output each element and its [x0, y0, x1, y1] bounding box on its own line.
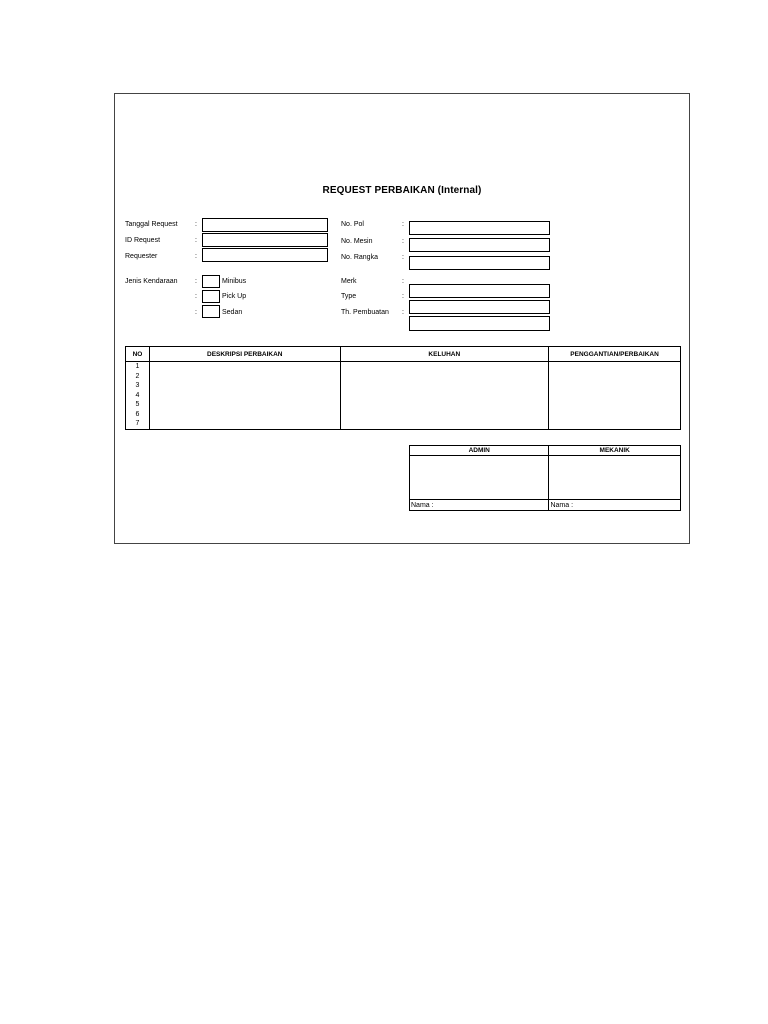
no-rangka-field[interactable] [409, 256, 550, 270]
option-sedan-label: Sedan [222, 309, 243, 316]
signature-header-row [410, 446, 681, 456]
row-number: 1 [126, 362, 150, 372]
keluhan-cell[interactable] [340, 419, 549, 429]
mekanik-signature-area[interactable] [549, 456, 681, 500]
option-pick-up-label: Pick Up [222, 293, 247, 300]
id-request-field[interactable] [202, 233, 328, 247]
table-row [126, 400, 681, 410]
penggantian-cell[interactable] [549, 410, 681, 420]
colon: : [195, 221, 197, 228]
deskripsi-cell[interactable] [149, 372, 340, 382]
deskripsi-cell[interactable] [149, 381, 340, 391]
table-header-row [126, 347, 681, 362]
label-no-pol: No. Pol [341, 221, 364, 228]
label-no-mesin: No. Mesin [341, 238, 373, 245]
label-th-pembuatan: Th. Pembuatan [341, 309, 389, 316]
table-row [126, 419, 681, 429]
no-pol-field[interactable] [409, 221, 550, 235]
deskripsi-cell[interactable] [149, 400, 340, 410]
row-number: 3 [126, 381, 150, 391]
colon: : [195, 293, 197, 300]
merk-field[interactable] [409, 284, 550, 298]
penggantian-cell[interactable] [549, 419, 681, 429]
colon: : [402, 254, 404, 261]
checkbox-sedan[interactable] [202, 305, 220, 318]
keluhan-cell[interactable] [340, 381, 549, 391]
label-no-rangka: No. Rangka [341, 254, 378, 261]
label-id-request: ID Request [125, 237, 161, 244]
keluhan-cell[interactable] [340, 400, 549, 410]
colon: : [402, 293, 404, 300]
colon: : [402, 221, 404, 228]
penggantian-cell[interactable] [549, 381, 681, 391]
colon: : [195, 253, 197, 260]
colon: : [195, 278, 197, 285]
label-jenis-kendaraan: Jenis Kendaraan [125, 278, 178, 285]
table-row [126, 362, 681, 372]
row-number: 2 [126, 372, 150, 382]
admin-signature-area[interactable] [410, 456, 549, 500]
colon: : [402, 238, 404, 245]
checkbox-minibus[interactable] [202, 275, 220, 288]
mekanik-name-label[interactable]: Nama : [549, 500, 681, 511]
column-header-deskripsi: DESKRIPSI PERBAIKAN [149, 347, 340, 362]
label-requester: Requester [125, 253, 158, 260]
colon: : [195, 237, 197, 244]
row-number: 6 [126, 410, 150, 420]
no-mesin-field[interactable] [409, 238, 550, 252]
colon: : [402, 309, 404, 316]
label-merk: Merk [341, 278, 357, 285]
repair-table [125, 346, 681, 430]
keluhan-cell[interactable] [340, 410, 549, 420]
row-number: 4 [126, 391, 150, 401]
row-number: 7 [126, 419, 150, 429]
penggantian-cell[interactable] [549, 391, 681, 401]
penggantian-cell[interactable] [549, 372, 681, 382]
penggantian-cell[interactable] [549, 362, 681, 372]
keluhan-cell[interactable] [340, 362, 549, 372]
table-row [126, 381, 681, 391]
row-number: 5 [126, 400, 150, 410]
keluhan-cell[interactable] [340, 372, 549, 382]
table-row [126, 391, 681, 401]
column-header-no: NO [126, 347, 150, 362]
deskripsi-cell[interactable] [149, 419, 340, 429]
column-header-keluhan: KELUHAN [340, 347, 549, 362]
checkbox-pick-up[interactable] [202, 290, 220, 303]
form-title: REQUEST PERBAIKAN (Internal) [322, 185, 482, 196]
colon: : [195, 309, 197, 316]
keluhan-cell[interactable] [340, 391, 549, 401]
admin-header: ADMIN [410, 446, 549, 456]
label-type: Type [341, 293, 357, 300]
signature-space-row [410, 456, 681, 500]
deskripsi-cell[interactable] [149, 362, 340, 372]
form-sheet [114, 93, 690, 544]
label-tanggal-request: Tanggal Request [125, 221, 178, 228]
deskripsi-cell[interactable] [149, 391, 340, 401]
table-row [126, 372, 681, 382]
signature-name-row [410, 500, 681, 511]
option-minibus-label: Minibus [222, 278, 247, 285]
admin-name-label[interactable]: Nama : [410, 500, 549, 511]
deskripsi-cell[interactable] [149, 410, 340, 420]
tanggal-request-field[interactable] [202, 218, 328, 232]
mekanik-header: MEKANIK [549, 446, 681, 456]
penggantian-cell[interactable] [549, 400, 681, 410]
th-pembuatan-field[interactable] [409, 316, 550, 331]
type-field[interactable] [409, 300, 550, 314]
colon: : [402, 278, 404, 285]
column-header-penggantian: PENGGANTIAN/PERBAIKAN [549, 347, 681, 362]
requester-field[interactable] [202, 248, 328, 262]
signature-table [409, 445, 681, 511]
table-row [126, 410, 681, 420]
